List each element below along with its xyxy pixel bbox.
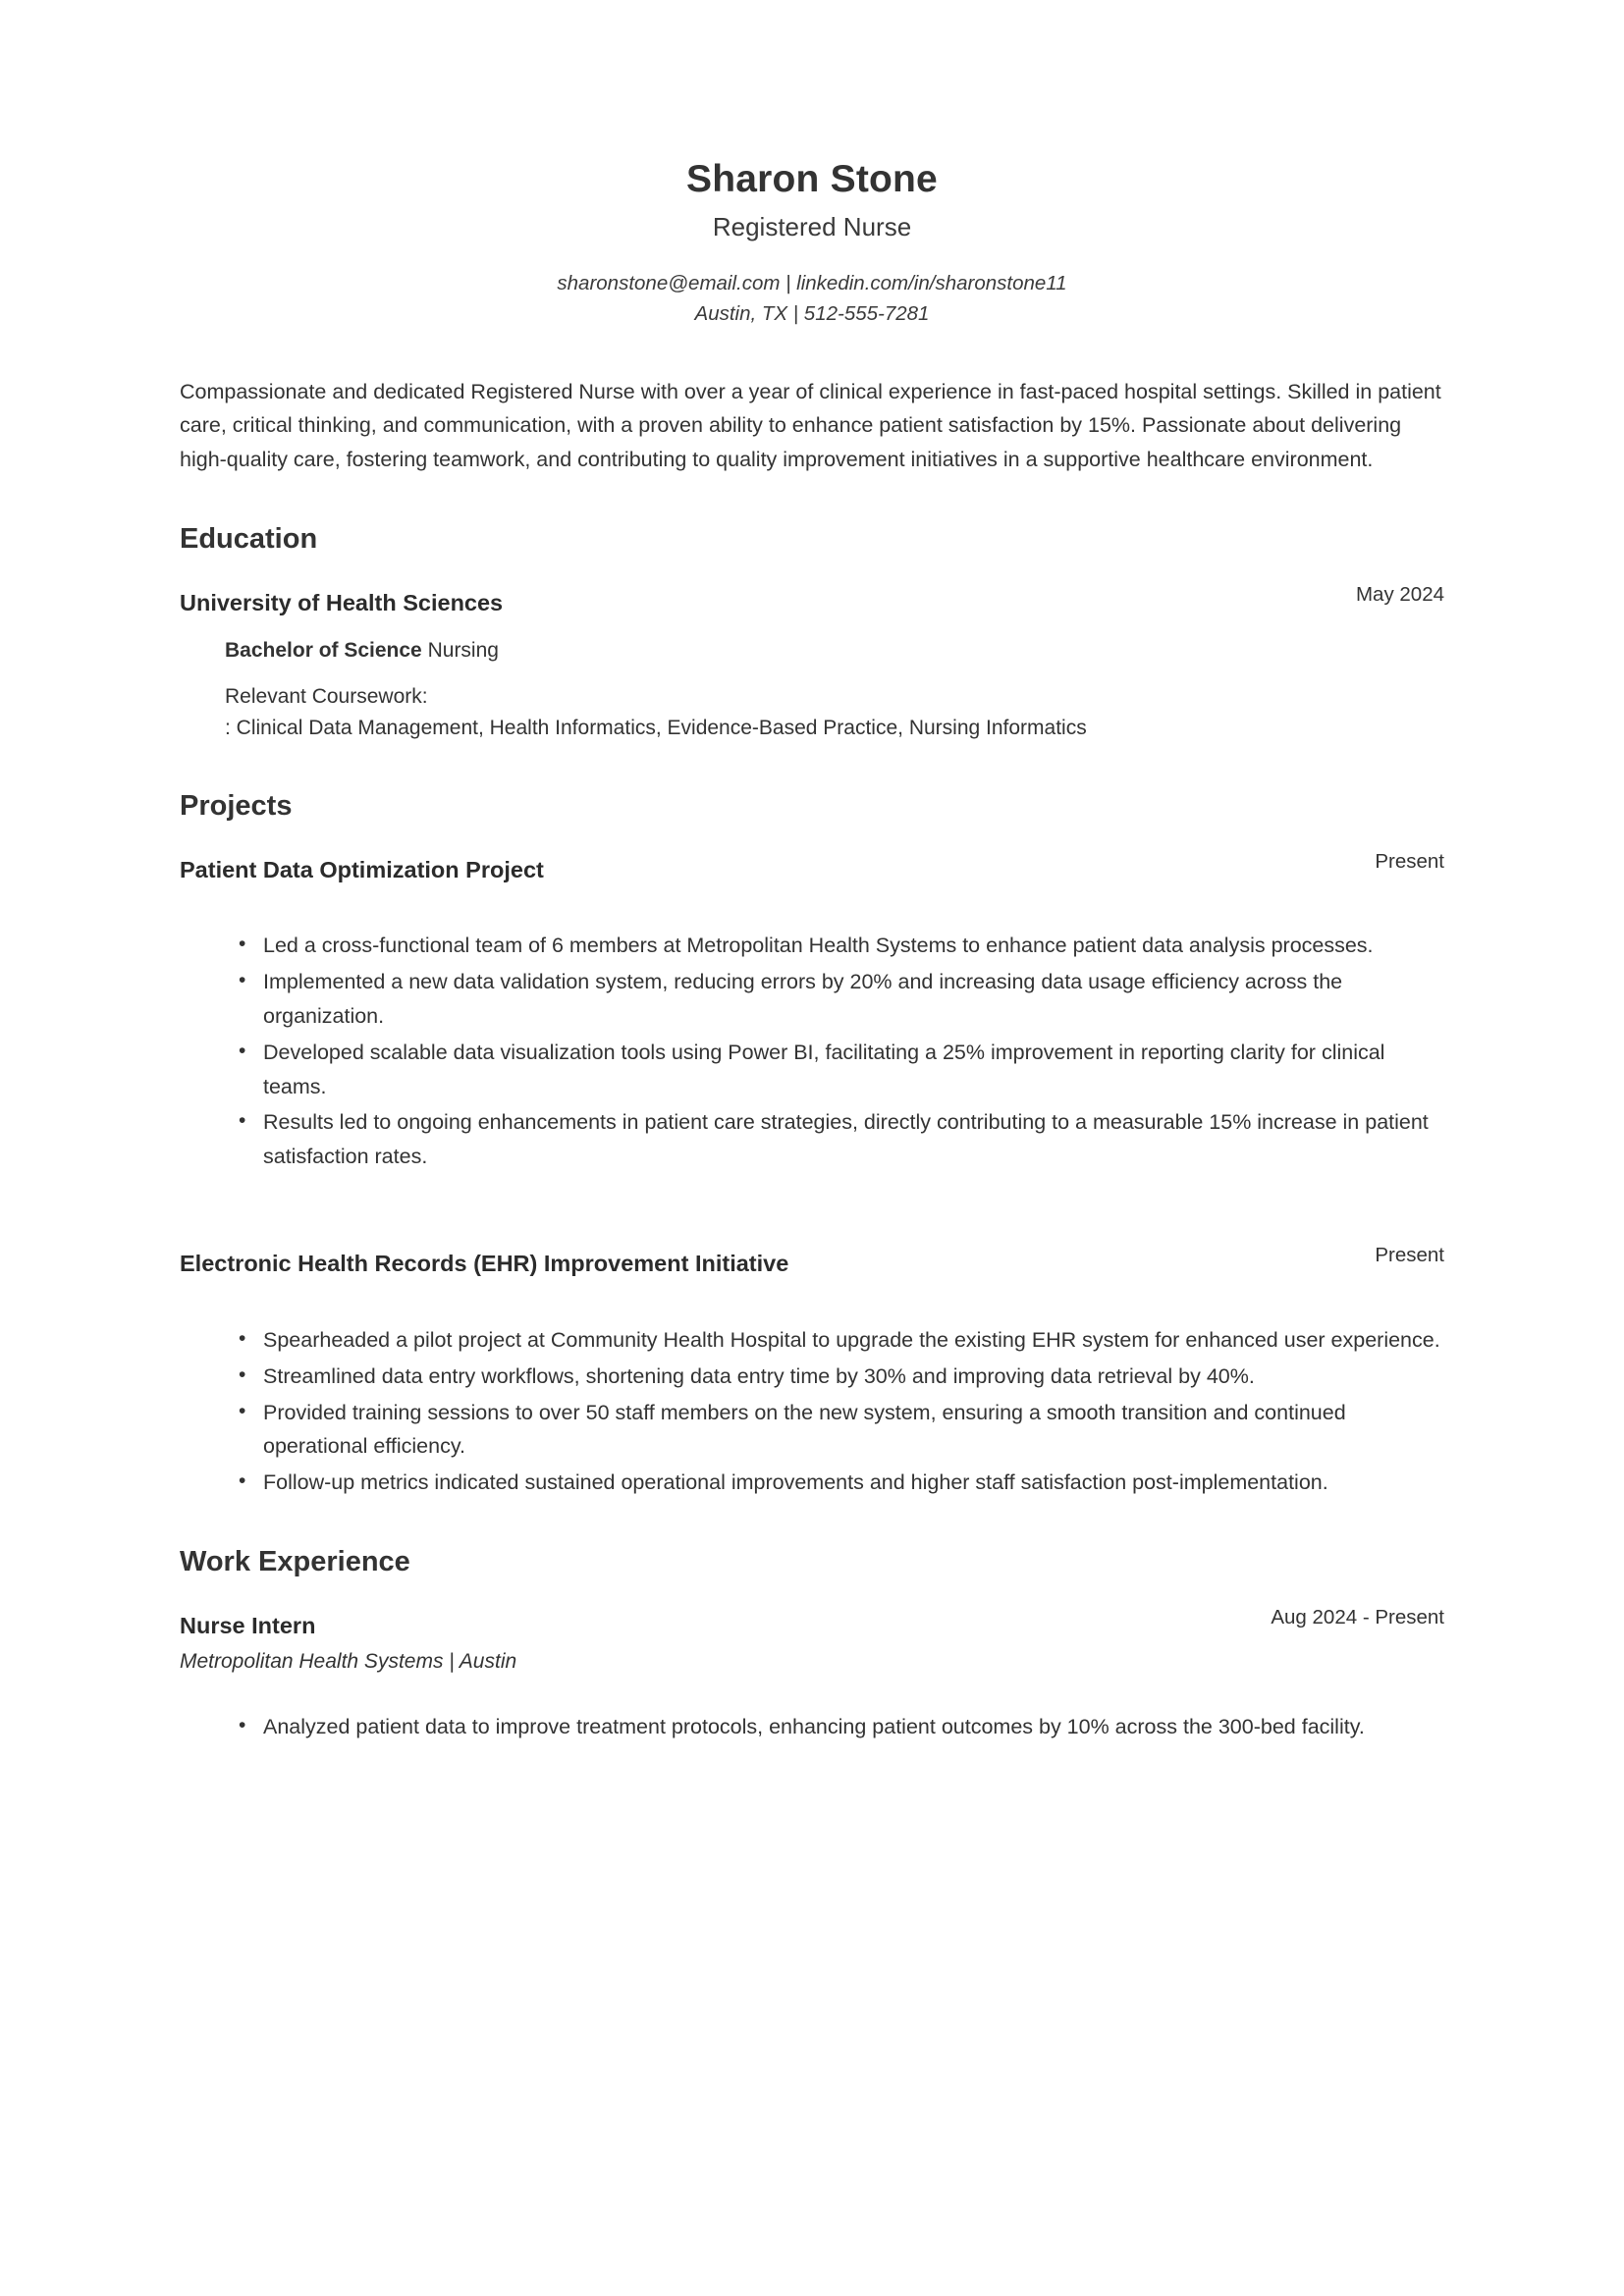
project-bullet-list	[180, 1323, 1444, 1500]
education-coursework	[180, 681, 1444, 744]
list-item: • Results led to ongoing enhancements in patient care strategies, directly contributing to a measurable 15% increase in patient satisfaction rates.	[180, 1105, 1444, 1174]
candidate-job-title: Registered Nurse	[712, 212, 912, 242]
project-entry-row	[180, 849, 1444, 886]
education-degree: Bachelor of Science	[225, 638, 422, 662]
contact-line-email-linkedin: sharonstone@email.com | linkedin.com/in/sharonstone11	[557, 272, 1067, 295]
list-item: • Streamlined data entry workflows, shortening data entry time by 30% and improving data retrieval by 40%.	[180, 1360, 1444, 1394]
list-item: • Follow-up metrics indicated sustained operational improvements and higher staff satisfaction post-implementation.	[180, 1466, 1444, 1500]
work-role-title: Nurse Intern	[180, 1612, 316, 1638]
work-entry-row	[180, 1605, 1444, 1642]
contact-info	[180, 268, 1444, 329]
project-entry	[180, 849, 1444, 1175]
project-entry-row	[180, 1243, 1444, 1280]
education-entry	[180, 582, 1444, 744]
project-title: Electronic Health Records (EHR) Improvement Initiative	[180, 1251, 789, 1277]
education-degree-line	[180, 635, 1444, 667]
section-heading-work-experience: Work Experience	[180, 1546, 410, 1577]
work-date-range: Aug 2024 - Present	[1271, 1605, 1444, 1629]
work-bullet-list	[180, 1710, 1444, 1744]
resume-header	[180, 0, 1444, 330]
candidate-name: Sharon Stone	[686, 158, 938, 200]
section-projects	[180, 789, 1444, 1500]
project-bullet-list	[180, 929, 1444, 1174]
professional-summary: Compassionate and dedicated Registered Nurse with over a year of clinical experience in fast-paced hospital settings. Skilled in patient care, critical thinking, and communication, with a proven ability to enhance patient satisfaction by 15%. Passionate about delivering high-quality care, fostering teamwork, and contributing to quality improvement initiatives in a supportive healthcare environment.	[180, 379, 1441, 472]
work-company-location: Metropolitan Health Systems | Austin	[180, 1649, 517, 1673]
work-entry	[180, 1605, 1444, 1744]
section-work-experience	[180, 1545, 1444, 1744]
list-item: • Spearheaded a pilot project at Community Health Hospital to upgrade the existing EHR system for enhanced user experience.	[180, 1323, 1444, 1358]
education-school-name: University of Health Sciences	[180, 589, 504, 615]
list-item: • Led a cross-functional team of 6 members at Metropolitan Health Systems to enhance patient data analysis processes.	[180, 929, 1444, 963]
list-item: • Implemented a new data validation system, reducing errors by 20% and increasing data usage efficiency across the organization.	[180, 965, 1444, 1034]
project-date: Present	[1375, 849, 1444, 873]
project-date: Present	[1375, 1244, 1444, 1267]
list-item: • Provided training sessions to over 50 staff members on the new system, ensuring a smooth transition and continued operational efficiency.	[180, 1396, 1444, 1465]
project-entry	[180, 1243, 1444, 1500]
section-heading-education: Education	[180, 523, 318, 555]
list-item: • Developed scalable data visualization tools using Power BI, facilitating a 25% improvement in reporting clarity for clinical teams.	[180, 1036, 1444, 1104]
education-entry-row	[180, 582, 1444, 619]
project-title: Patient Data Optimization Project	[180, 856, 544, 882]
coursework-list: : Clinical Data Management, Health Informatics, Evidence-Based Practice, Nursing Informatics	[225, 716, 1087, 739]
section-heading-projects: Projects	[180, 789, 293, 822]
education-field: Nursing	[427, 638, 499, 662]
coursework-label: Relevant Coursework:	[225, 685, 428, 709]
list-item: • Analyzed patient data to improve treatment protocols, enhancing patient outcomes by 10% across the 300-bed facility.	[180, 1710, 1444, 1744]
education-date: May 2024	[1355, 582, 1444, 606]
section-education	[180, 522, 1444, 744]
contact-line-location-phone: Austin, TX | 512-555-7281	[694, 302, 930, 326]
